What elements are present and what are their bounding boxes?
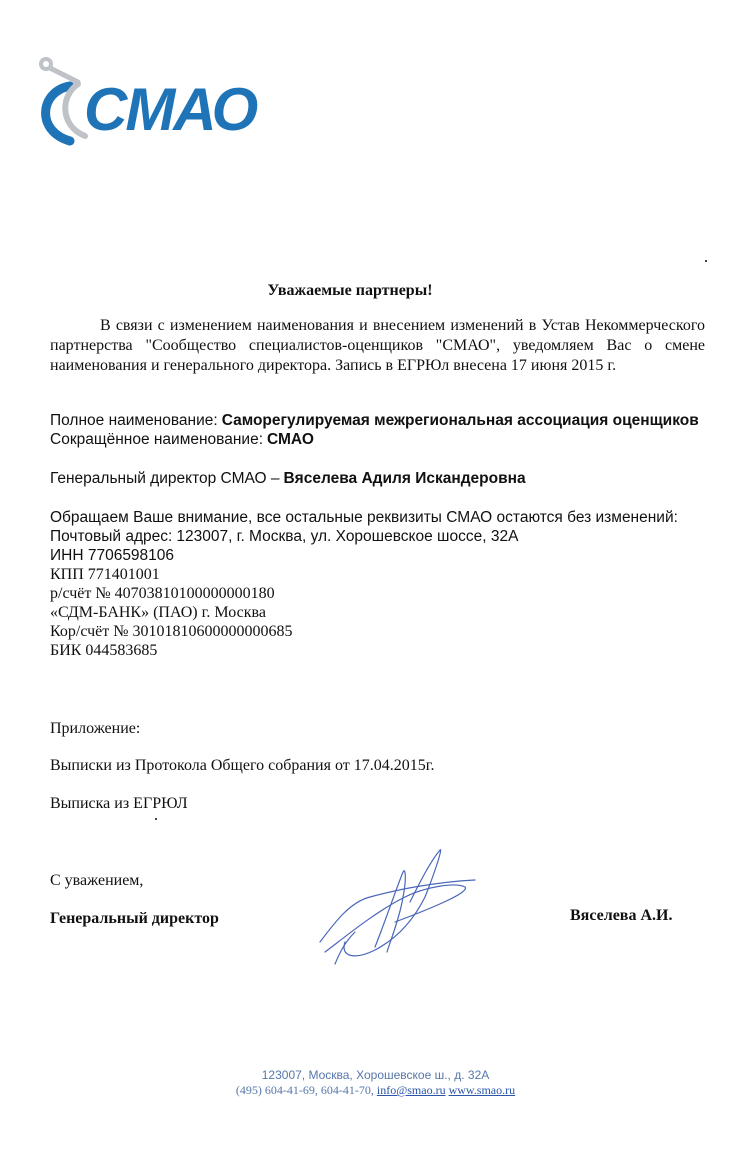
intro-paragraph: В связи с изменением наименования и внесением изменений в Устав Некоммерческого партнерства "Сообщество специалистов-оценщиков "СМАО", уведомляем Вас о смене наименования и генерального директора. Запись в ЕГРЮл внесена 17 июня 2015 г. <box>50 317 705 374</box>
corr-account-line: Кор/счёт № 30101810600000000685 <box>50 623 293 640</box>
director-name: Вяселева Адиля Искандеровна <box>283 470 526 487</box>
footer-phones: (495) 604-41-69, 604-41-70, <box>235 1083 374 1097</box>
scan-dot <box>155 818 157 820</box>
footer-contacts <box>0 1083 751 1098</box>
regards-text: С уважением, <box>50 872 144 889</box>
handwritten-signature <box>315 842 485 967</box>
greeting-heading: Уважаемые партнеры! <box>267 282 433 299</box>
signer-name: Вяселева А.И. <box>570 907 673 924</box>
full-name-label: Полное наименование: <box>50 412 218 429</box>
full-name-line <box>50 412 699 430</box>
footer-email-link[interactable]: info@smao.ru <box>376 1083 446 1097</box>
full-name-value: Саморегулируемая межрегиональная ассоциация оценщиков <box>221 412 699 429</box>
position-title: Генеральный директор <box>50 910 219 927</box>
account-line: р/счёт № 40703810100000000180 <box>50 585 275 602</box>
director-label: Генеральный директор СМАО – <box>50 470 280 487</box>
bank-line: «СДМ-БАНК» (ПАО) г. Москва <box>50 604 266 621</box>
inn-line: ИНН 7706598106 <box>50 547 175 564</box>
address-value: 123007, г. Москва, ул. Хорошевское шоссе, 32А <box>176 528 519 545</box>
address-line <box>50 528 518 546</box>
bik-line: БИК 044583685 <box>50 642 158 659</box>
attachments-title: Приложение: <box>50 720 141 737</box>
attachment-item-1: Выписки из Протокола Общего собрания от 17.04.2015г. <box>50 757 435 774</box>
footer-address: 123007, Москва, Хорошевское ш., д. 32А <box>261 1068 490 1082</box>
address-label: Почтовый адрес: <box>50 528 173 545</box>
short-name-value: СМАО <box>267 431 314 448</box>
short-name-line <box>50 431 314 449</box>
logo-text: СМАО <box>84 76 257 143</box>
short-name-label: Сокращённое наименование: <box>50 431 263 448</box>
requisites-notice: Обращаем Ваше внимание, все остальные реквизиты СМАО остаются без изменений: <box>50 509 678 526</box>
kpp-line: КПП 771401001 <box>50 566 160 583</box>
director-line <box>50 470 526 488</box>
attachment-item-2: Выписка из ЕГРЮЛ <box>50 795 188 812</box>
footer-site-link[interactable]: www.smao.ru <box>448 1083 516 1097</box>
scan-dot <box>705 260 707 262</box>
